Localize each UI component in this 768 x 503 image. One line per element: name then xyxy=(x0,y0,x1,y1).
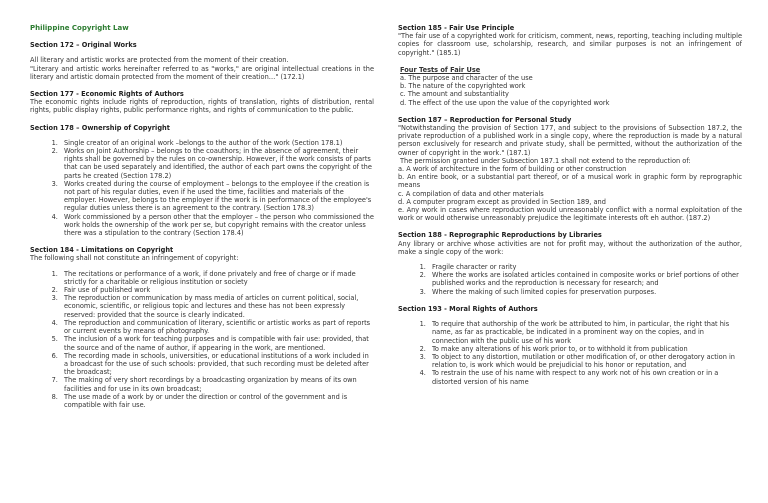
list-item: 1. Fragile character or rarity xyxy=(428,263,742,271)
list-item: 3. To object to any distortion, mutilation or other modification of, or other derogatory action in relation to, is work which would be prejudicial to his honor or reputation, and xyxy=(428,353,742,369)
list-item: 4. Work commissioned by a person other that the employer – the person who commissioned the work holds the ownership of the work per se, but copyright remains with the creator unless there was a stipulation to the contrary (Section 178.4) xyxy=(60,213,374,238)
section-178-heading: Section 178 – Ownership of Copyright xyxy=(30,123,170,132)
list-item: 2. Works on Joint Authorship – belongs to the coauthors; in the absence of agreement, their rights shall be governed by the rules on co-ownership. However, if the work consists of parts that can be used separately and identified, the author of each part owns the copyright of the parts he created (Section 178.2) xyxy=(60,147,374,180)
document-title: Philippine Copyright Law xyxy=(30,24,129,32)
section-178-list xyxy=(30,139,374,237)
section-172-paragraph-1: All literary and artistic works are protected from the moment of their creation. xyxy=(30,56,289,65)
list-item: b. The nature of the copyrighted work xyxy=(400,82,526,91)
section-177-paragraph: The economic rights include rights of reproduction, rights of translation, rights of distribution, rental rights, public display rights, public performance rights, and rights of communication to the public. xyxy=(30,98,374,115)
list-item: a. A work of architecture in the form of building or other construction xyxy=(398,165,627,174)
section-187 xyxy=(398,116,742,223)
list-item: 5. The inclusion of a work for teaching purposes and is compatible with fair use: provided, that the source and of the name of author, if appearing in the work, are mentioned. xyxy=(60,335,374,351)
list-item: 1. To require that authorship of the work be attributed to him, in particular, the right that his name, as far as practicable, be indicated in a prominent way on the copies, and in connection with the public use of his work xyxy=(428,320,742,345)
section-185 xyxy=(398,24,742,57)
list-item: 2. To make any alterations of his work prior to, or to withhold it from publication xyxy=(428,345,742,353)
list-item: d. The effect of the use upon the value of the copyrighted work xyxy=(400,98,610,107)
section-188-list xyxy=(398,263,742,296)
list-item: 3. Works created during the course of employment – belongs to the employee if the creation is not part of his regular duties, even if he used the time, facilities and materials of the employer. However, belongs to the employer if the work is in performance of the employee's regular duties unless there is an agreement to the contrary. (Section 178.3) xyxy=(60,180,374,213)
list-item: 4. To restrain the use of his name with respect to any work not of his own creation or in a distorted version of his name xyxy=(428,369,742,385)
list-item: c. A compilation of data and other materials xyxy=(398,189,544,198)
section-184-intro: The following shall not constitute an infringement of copyright: xyxy=(30,254,239,263)
list-item: d. A computer program except as provided in Section 189, and xyxy=(398,197,606,206)
section-187-paragraph-1: "Notwithstanding the provision of Section 177, and subject to the provisions of Subsection 187.2, the private reproduction of a published work in a single copy, where the reproduction is made by a natural person exclusively for research and private study, shall be permitted, without the authorization of the owner of copyright in the work." (187.1) xyxy=(398,124,742,157)
section-172-heading: Section 172 – Original Works xyxy=(30,41,137,50)
section-185-paragraph: "The fair use of a copyrighted work for criticism, comment, news, reporting, teaching including multiple copies for classroom use, scholarship, research, and similar purposes is not an infringement of copyright." (185.1) xyxy=(398,32,742,57)
list-item: 2. Fair use of published work xyxy=(60,286,374,294)
list-item: 7. The making of very short recordings by a broadcasting organization by means of its own facilities and for use in its own broadcast; xyxy=(60,376,374,392)
section-187-paragraph-2: The permission granted under Subsection 187.1 shall not extend to the reproduction of: xyxy=(400,156,691,165)
section-184-list xyxy=(30,270,374,409)
list-item: 1. The recitations or performance of a work, if done privately and free of charge or if made strictly for a charitable or religious institution or society xyxy=(60,270,374,286)
section-177 xyxy=(30,90,374,115)
section-188-paragraph: Any library or archive whose activities are not for profit may, without the authorization of the author, make a single copy of the work: xyxy=(398,239,742,256)
list-item: a. The purpose and character of the use xyxy=(400,74,533,83)
right-column xyxy=(398,24,742,395)
list-item: 2. Where the works are isolated articles contained in composite works or brief portions of other published works and the reproduction is necessary for research; and xyxy=(428,271,742,287)
section-187-list xyxy=(398,165,742,222)
left-column xyxy=(30,24,374,418)
fair-use-tests-heading: Four Tests of Fair Use xyxy=(400,65,481,74)
section-177-heading: Section 177 - Economic Rights of Authors xyxy=(30,90,184,99)
section-185-heading: Section 185 - Fair Use Principle xyxy=(398,24,515,32)
section-187-heading: Section 187 – Reproduction for Personal Study xyxy=(398,115,572,124)
section-193 xyxy=(398,305,742,386)
fair-use-tests xyxy=(398,66,742,107)
list-item: 4. The reproduction and communication of literary, scientific or artistic works as part of reports or current events by means of photography. xyxy=(60,319,374,335)
list-item: b. An entire book, or a substantial part thereof, or of a musical work in graphic form by reprographic means xyxy=(398,173,742,190)
fair-use-tests-list xyxy=(398,74,742,107)
list-item: 8. The use made of a work by or under the direction or control of the government and is compatible with fair use. xyxy=(60,393,374,409)
list-item: 3. Where the making of such limited copies for preservation purposes. xyxy=(428,288,742,296)
list-item: e. Any work in cases where reproduction would unreasonably conflict with a normal exploitation of the work or would otherwise unreasonably prejudice the legitimate interests oft eh author. (187.2) xyxy=(398,206,742,223)
section-172 xyxy=(30,41,374,81)
section-184 xyxy=(30,246,374,409)
list-item: 6. The recording made in schools, universities, or educational institutions of a work included in a broadcast for the use of such schools: provided, that such recording must be deleted after the broadcast; xyxy=(60,352,374,377)
section-193-heading: Section 193 - Moral Rights of Authors xyxy=(398,304,538,313)
list-item: 3. The reproduction or communication by mass media of articles on current political, social, economic, scientific, or religious topic and lectures and these has not been expressly reserved: provided that the source is clearly indicated. xyxy=(60,294,374,319)
section-172-paragraph-2: "Literary and artistic works hereinafter referred to as "works," are original intellectual creations in the literary and artistic domain protected from the moment of their creation…" (172.1) xyxy=(30,64,374,81)
list-item: c. The amount and substantiality xyxy=(400,90,509,99)
section-188 xyxy=(398,231,742,295)
section-184-heading: Section 184 - Limitations on Copyright xyxy=(30,246,174,255)
section-188-heading: Section 188 - Reprographic Reproductions by Libraries xyxy=(398,231,602,240)
list-item: 1. Single creator of an original work –belongs to the author of the work (Section 178.1) xyxy=(60,139,374,147)
section-178 xyxy=(30,124,374,238)
section-193-list xyxy=(398,320,742,386)
